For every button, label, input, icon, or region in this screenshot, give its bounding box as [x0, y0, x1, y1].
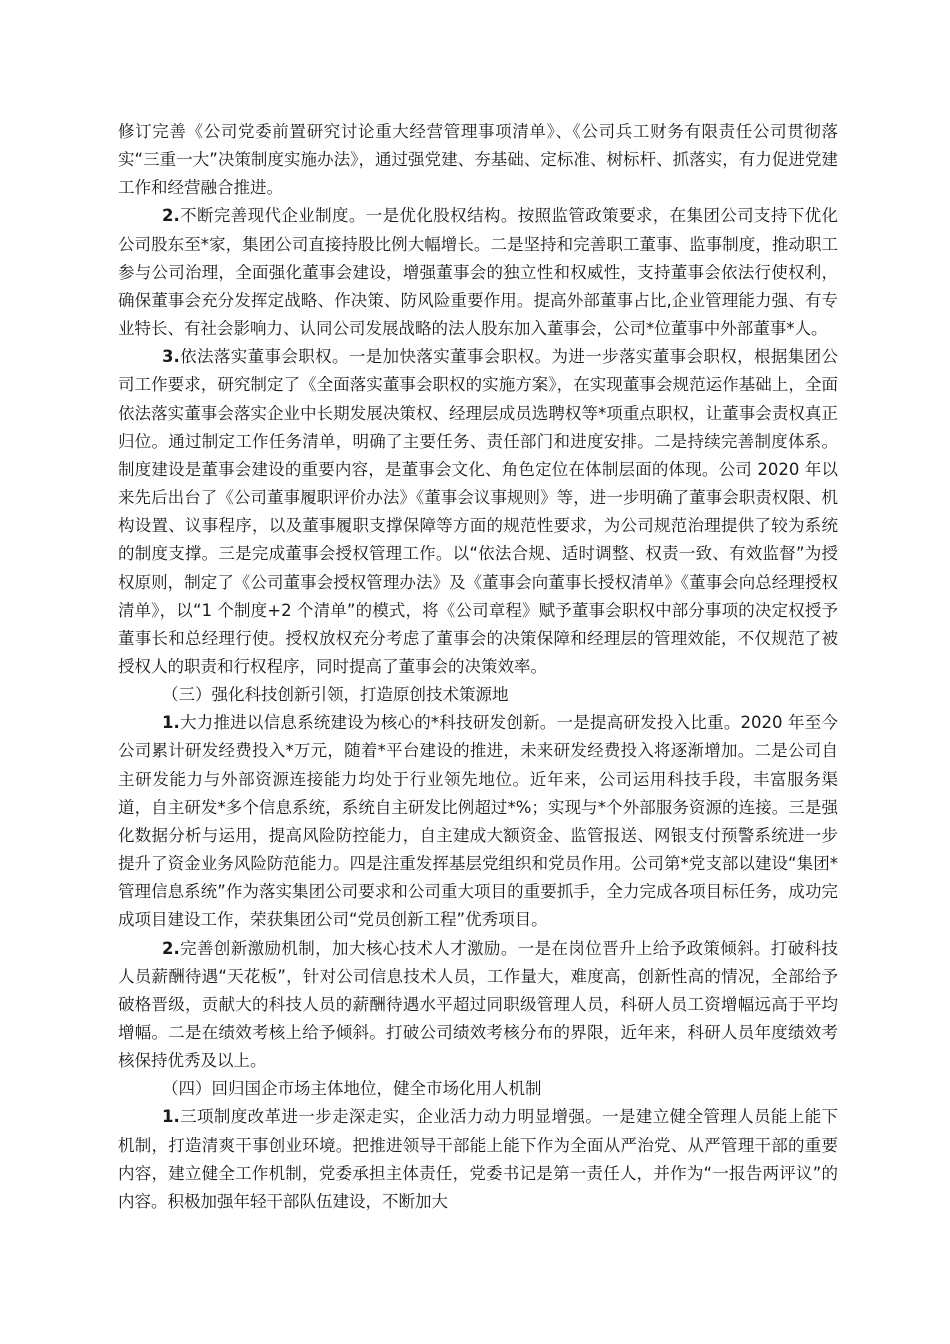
heading-text: （四）回归国企市场主体地位，健全市场化用人机制: [162, 1079, 542, 1099]
paragraph-tech-rd: [118, 709, 838, 934]
section-heading-3: [118, 681, 838, 709]
paragraph-modern-enterprise-system: [118, 202, 838, 343]
paragraph-text: 三项制度改革进一步走深走实，企业活力动力明显增强。一是建立健全管理人员能上能下机制，打造清爽干事创业环境。把推进领导干部能上能下作为全面从严治党、从严管理干部的重要内容，建立健全工作机制，党委承担主体责任，党委书记是第一责任人，并作为“一报告两评议”的内容。积极加强年轻干部队伍建设，不断加大: [118, 1107, 838, 1211]
paragraph-three-system-reform: [118, 1103, 838, 1216]
paragraph-number: 2.: [162, 206, 180, 226]
paragraph-text: 大力推进以信息系统建设为核心的*科技研发创新。一是提高研发投入比重。2020 年至今公司累计研发经费投入*万元，随着*平台建设的推进，未来研发经费投入将逐渐增加。二是公司自主研发能力与外部资源连接能力均处于行业领先地位。近年来，公司运用科技手段，丰富服务渠道，自主研发*多个信息系统，系统自主研发比例超过*%；实现与*个外部服务资源的连接。三是强化数据分析与运用，提高风险防控能力，自主建成大额资金、监管报送、网银支付预警系统进一步提升了资金业务风险防范能力。四是注重发挥基层党组织和党员作用。公司第*党支部以建设“集团*管理信息系统”作为落实集团公司要求和公司重大项目的重要抓手，全力完成各项目标任务，成功完成项目建设工作，荣获集团公司“党员创新工程”优秀项目。: [118, 713, 838, 930]
paragraph-text: 不断完善现代企业制度。一是优化股权结构。按照监管政策要求，在集团公司支持下优化公司股东至*家，集团公司直接持股比例大幅增长。二是坚持和完善职工董事、监事制度，推动职工参与公司治理，全面强化董事会建设，增强董事会的独立性和权威性，支持董事会依法行使权利，确保董事会充分发挥定战略、作决策、防风险重要作用。提高外部董事占比,企业管理能力强、有专业特长、有社会影响力、认同公司发展战略的法人股东加入董事会，公司*位董事中外部董事*人。: [118, 206, 838, 339]
paragraph-continuation: [118, 118, 838, 202]
paragraph-innovation-incentives: [118, 935, 838, 1076]
paragraph-number: 1.: [162, 1107, 180, 1127]
paragraph-text: 修订完善《公司党委前置研究讨论重大经营管理事项清单》、《公司兵工财务有限责任公司贯彻落实“三重一大”决策制度实施办法》，通过强党建、夯基础、定标准、树标杆、抓落实，有力促进党建工作和经营融合推进。: [118, 122, 838, 198]
paragraph-text: 依法落实董事会职权。一是加快落实董事会职权。为进一步落实董事会职权，根据集团公司工作要求，研究制定了《全面落实董事会职权的实施方案》，在实现董事会规范运作基础上，全面依法落实董事会落实企业中长期发展决策权、经理层成员选聘权等*项重点职权，让董事会责权真正归位。通过制定工作任务清单，明确了主要任务、责任部门和进度安排。二是持续完善制度体系。制度建设是董事会建设的重要内容，是董事会文化、角色定位在体制层面的体现。公司 2020 年以来先后出台了《公司董事履职评价办法》《董事会议事规则》等，进一步明确了董事会职责权限、机构设置、议事程序，以及董事履职支撑保障等方面的规范性要求，为公司规范治理提供了较为系统的制度支撑。三是完成董事会授权管理工作。以“依法合规、适时调整、权责一致、有效监督”为授权原则，制定了《公司董事会授权管理办法》及《董事会向董事长授权清单》《董事会向总经理授权清单》，以“1 个制度+2 个清单”的模式，将《公司章程》赋予董事会职权中部分事项的决定权授予董事长和总经理行使。授权放权充分考虑了董事会的决策保障和经理层的管理效能，不仅规范了被授权人的职责和行权程序，同时提高了董事会的决策效率。: [118, 347, 838, 676]
heading-text: （三）强化科技创新引领，打造原创技术策源地: [162, 685, 509, 705]
paragraph-number: 1.: [162, 713, 180, 733]
paragraph-number: 3.: [162, 347, 180, 367]
paragraph-text: 完善创新激励机制，加大核心技术人才激励。一是在岗位晋升上给予政策倾斜。打破科技人员薪酬待遇“天花板”，针对公司信息技术人员，工作量大，难度高，创新性高的情况，全部给予破格晋级，贡献大的科技人员的薪酬待遇水平超过同职级管理人员，科研人员工资增幅远高于平均增幅。二是在绩效考核上给予倾斜。打破公司绩效考核分布的界限，近年来，科研人员年度绩效考核保持优秀及以上。: [118, 938, 838, 1071]
document-body: [118, 118, 838, 1216]
paragraph-board-powers: [118, 343, 838, 681]
section-heading-4: [118, 1075, 838, 1103]
paragraph-number: 2.: [162, 938, 180, 958]
